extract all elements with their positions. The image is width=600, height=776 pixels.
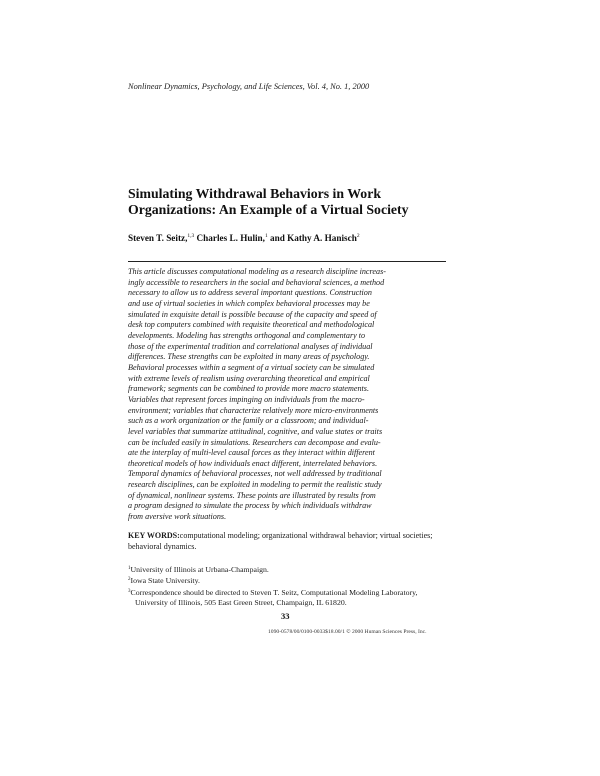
page-number: 33	[281, 611, 290, 621]
author-list	[128, 233, 360, 243]
copyright-line: 1090-0578/00/0100-0033$18.00/1 © 2000 Human Sciences Press, Inc.	[268, 629, 427, 635]
abstract-line: and use of virtual societies in which complex behavioral processes may be	[128, 298, 370, 308]
affiliation-mark: 1	[264, 233, 268, 239]
abstract-line: level variables that summarize attitudinal, cognitive, and value states or traits	[128, 426, 383, 436]
abstract-line: theoretical models of how individuals enact different, interrelated behaviors.	[128, 458, 378, 468]
affiliation-mark: 2	[356, 233, 360, 239]
abstract-line: differences. These strengths can be exploited in many areas of psychology.	[128, 352, 370, 362]
footnote-mark: 2	[128, 577, 131, 583]
abstract-line: ate the interplay of multi-level causal forces as they interact within different	[128, 448, 375, 458]
abstract-line: Temporal dynamics of behavioral processes, not well addressed by traditional	[128, 469, 382, 479]
abstract-line: of dynamical, nonlinear systems. These points are illustrated by results from	[128, 490, 376, 500]
abstract-line: research disciplines, can be exploited in modeling to permit the realistic study	[128, 480, 382, 490]
footnotes	[128, 564, 446, 608]
abstract	[128, 267, 446, 523]
abstract-line: developments. Modeling has strengths orthogonal and complementary to	[128, 330, 366, 340]
abstract-line: those of the experimental tradition and correlational analyses of individual	[128, 341, 373, 351]
keywords-text: behavioral dynamics.	[128, 541, 197, 551]
keywords	[128, 531, 446, 552]
footnote-text: Correspondence should be directed to Steven T. Seitz, Computational Modeling Laboratory,	[130, 587, 418, 597]
journal-header: Nonlinear Dynamics, Psychology, and Life Sciences, Vol. 4, No. 1, 2000	[128, 82, 370, 91]
footnote	[128, 575, 446, 586]
footnote	[128, 587, 446, 598]
keywords-text: computational modeling; organizational withdrawal behavior; virtual societies;	[179, 531, 433, 540]
footnote-text: Iowa State University.	[130, 576, 200, 586]
footnote-mark: 1	[128, 566, 131, 571]
author-name: and Kathy A. Hanisch	[270, 233, 357, 243]
abstract-divider	[128, 261, 446, 262]
article-title: Simulating Withdrawal Behaviors in Work Organizations: An Example of a Virtual Society	[128, 186, 409, 217]
abstract-line: Behavioral processes within a segment of a virtual society can be simulated	[128, 362, 375, 372]
keywords-label: KEY WORDS:	[128, 531, 180, 540]
abstract-line: desk top computers combined with requisite theoretical and methodological	[128, 320, 375, 330]
abstract-line: a program designed to simulate the process by which individuals withdraw	[128, 501, 372, 511]
footnote-continuation: University of Illinois, 505 East Green Street, Champaign, IL 61820.	[135, 597, 347, 607]
footnote	[128, 564, 446, 575]
author-name: Steven T. Seitz,	[128, 233, 188, 243]
abstract-line: from aversive work situations.	[128, 512, 227, 522]
abstract-line: such as a work organization or the family or a classroom; and individual-	[128, 416, 369, 426]
abstract-line: simulated in exquisite detail is possible because of the capacity and speed of	[128, 309, 377, 319]
abstract-line: with extreme levels of realism using overarching theoretical and empirical	[128, 373, 370, 383]
abstract-line: necessary to allow us to address several important questions. Construction	[128, 288, 372, 298]
abstract-line: environment; variables that characterize relatively more micro-environments	[128, 405, 379, 415]
footnote-mark: 3	[128, 588, 131, 594]
abstract-line: This article discusses computational modeling as a research discipline increas-	[128, 267, 386, 276]
footnote-text: University of Illinois at Urbana-Champaign.	[130, 565, 269, 574]
abstract-line: ingly accessible to researchers in the social and behavioral sciences, a method	[128, 277, 385, 287]
abstract-line: framework; segments can be combined to provide more macro statements.	[128, 384, 369, 394]
abstract-line: Variables that represent forces impinging on individuals from the macro-	[128, 394, 365, 404]
abstract-line: can be included easily in simulations. Researchers can decompose and evalu-	[128, 437, 381, 447]
author-name: Charles L. Hulin,	[196, 233, 265, 243]
affiliation-mark: 1,3	[187, 233, 195, 239]
